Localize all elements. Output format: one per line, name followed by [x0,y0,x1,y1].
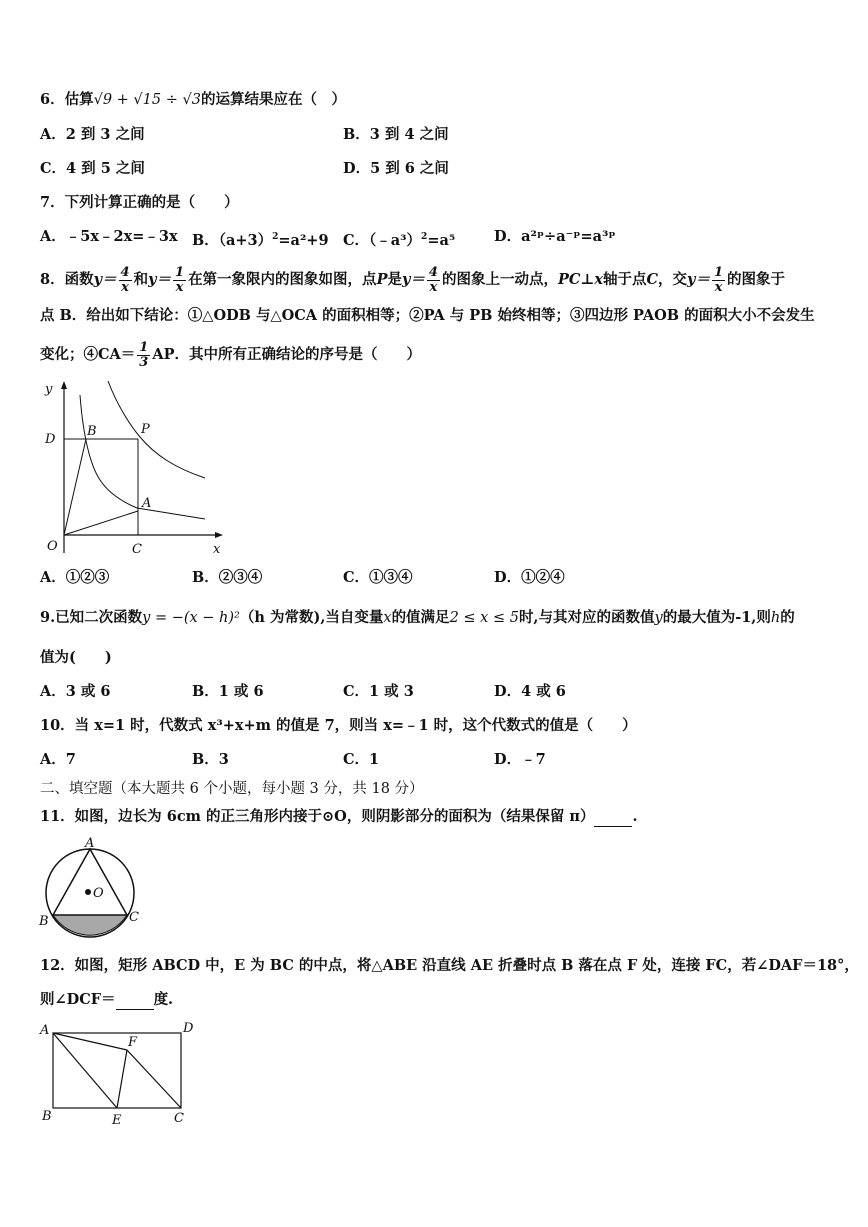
q6-option-d: D．5 到 6 之间 [343,160,449,177]
q10-option-b: B．3 [192,751,229,768]
q10-option-c: C．1 [343,751,380,768]
q12-label-e: E [112,1113,122,1128]
q8-pc-perp: PC⊥x [557,271,603,288]
q12-text: 度. [153,991,174,1008]
q8-y-label: y＝ [401,271,425,288]
q8-point-c: C [646,271,659,288]
q9-line1 [40,608,795,628]
q9-variable-h: h [770,610,781,626]
q7-stem: 7．下列计算正确的是（ ） [40,194,239,211]
fraction-numerator: 1 [139,339,149,355]
q7-option-b-sup: 2 [272,232,279,242]
q6-option-c: C．4 到 5 之间 [40,160,145,177]
q8-text: AP．其中所有正确结论的序号是（ ） [152,346,421,363]
q8-graph-label-b: B [87,424,97,439]
q8-graph-label-d: D [45,432,56,447]
fraction-numerator: 1 [175,264,185,280]
q11-label-a: A [85,836,95,851]
q6-expression: √9 + √15 ÷ √3 [93,92,201,108]
q8-text: 变化；④CA＝ [40,346,136,363]
q8-option-d: D．①②④ [494,569,565,586]
q9-range: 2 ≤ x ≤ 5 [449,610,519,626]
q11-end: . [632,808,638,825]
q8-fraction-4-over-x [119,266,132,295]
q8-y-label: y＝ [93,271,117,288]
fraction-denominator: x [714,279,723,295]
q8-graph-label-o: O [47,539,58,554]
q8-graph-label-y: y [45,382,53,397]
q8-option-a: A．①②③ [40,569,110,586]
q9-text: 9.已知二次函数 [40,609,143,626]
section-heading-fill-in: 二、填空题（本大题共 6 个小题，每小题 3 分，共 18 分） [40,781,424,797]
q9-option-b: B．1 或 6 [192,683,264,700]
q7-option-c-post: =a⁵ [427,231,456,249]
fraction-denominator: x [175,279,184,295]
q12-label-b: B [42,1109,52,1124]
q8-point-p: P [376,271,388,288]
fraction-numerator: 1 [713,264,723,280]
q8-graph-label-p: P [141,422,150,437]
q8-fraction-1-over-x [173,266,186,295]
q12-text: 则∠DCF＝ [40,991,116,1008]
q8-fraction-1-over-x [712,266,725,295]
q6-stem-post: 的运算结果应在（ ） [200,91,346,108]
q6-option-b: B．3 到 4 之间 [343,126,449,143]
q8-line3 [40,337,421,373]
fraction-denominator: x [429,279,438,295]
q10-option-d: D．﹣7 [494,751,546,768]
fraction-numerator: 4 [428,264,438,280]
q11-circle-figure [35,835,145,945]
q7-option-b-post: =a²+9 [278,231,329,249]
q8-fraction-1-over-3 [137,341,150,370]
q9-text: 的值满足 [391,609,450,626]
q6-stem-pre: 6．估算 [40,91,94,108]
q8-text: ，交 [658,271,688,288]
q11-stem [40,807,638,827]
q10-option-a: A．7 [40,751,76,768]
q12-label-d: D [183,1021,194,1036]
q8-text: 和 [133,271,149,288]
q9-variable-x: x [383,610,392,626]
q9-line2: 值为( ) [40,649,112,666]
q8-text: 的图象于 [727,271,785,288]
q8-option-c: C．①③④ [343,569,413,586]
q8-line2: 点 B．给出如下结论：①△ODB 与△OCA 的面积相等；②PA 与 PB 始终相等；③四边形 PAOB 的面积大小不会发生 [40,307,815,324]
q11-answer-blank[interactable] [594,812,632,827]
q8-y-label: y＝ [148,271,172,288]
q9-text: 的 [780,609,795,626]
q9-text: 的最大值为-1,则 [662,609,771,626]
q11-text: 11．如图，边长为 6cm 的正三角形内接于⊙O，则阴影部分的面积为（结果保留 π） [40,808,595,825]
q8-text: 的图象上一动点， [441,271,558,288]
q8-graph-label-a: A [142,496,152,511]
q12-label-a: A [40,1023,50,1038]
fraction-denominator: 3 [139,354,149,370]
q7-option-c-pre: C．（﹣a³） [343,231,422,249]
q9-text: （h 为常数),当自变量 [239,609,384,626]
q12-answer-blank[interactable] [116,995,154,1010]
q8-text: 在第一象限内的图象如图，点 [188,271,377,288]
q8-line1 [40,262,785,298]
q7-option-c-sup: 2 [421,232,428,242]
q12-label-f: F [128,1035,138,1050]
q8-text: 轴于点 [602,271,647,288]
fraction-numerator: 4 [120,264,130,280]
q6-option-a: A．2 到 3 之间 [40,126,145,143]
q11-label-o: O [93,886,104,901]
q8-text: 8．函数 [40,271,94,288]
q12-rectangle-figure [38,1018,208,1128]
q8-graph-label-c: C [132,542,142,557]
q9-text: 时,与其对应的函数值 [518,609,655,626]
q8-option-b: B．②③④ [192,569,263,586]
q8-graph [35,375,235,565]
q9-function: y = −(x − h)² [142,610,240,626]
q8-y-label: y＝ [687,271,710,288]
q11-label-b: B [39,914,49,929]
q8-graph-label-x: x [213,542,221,557]
q9-option-a: A．3 或 6 [40,683,111,700]
q12-line2 [40,990,173,1010]
q7-option-b [192,227,329,251]
fraction-denominator: x [121,279,129,295]
q9-variable-y: y [654,610,663,626]
q7-option-c [343,227,455,251]
q7-option-d: D．a²ᵖ÷a⁻ᵖ=a³ᵖ [494,228,616,245]
q12-label-c: C [174,1111,184,1126]
q6-stem [40,90,346,110]
q10-stem: 10．当 x=1 时，代数式 x³+x+m 的值是 7，则当 x=﹣1 时，这个代数式的值是（ ） [40,717,637,734]
q8-text: 是 [387,271,402,288]
q11-label-c: C [129,910,139,925]
q7-option-b-pre: B．（a+3） [192,231,273,249]
q7-option-a: A．﹣5x﹣2x=﹣3x [40,228,178,245]
q9-option-d: D．4 或 6 [494,683,566,700]
q12-line1: 12．如图，矩形 ABCD 中，E 为 BC 的中点，将△ABE 沿直线 AE 折叠时点 B 落在点 F 处，连接 FC，若∠DAF＝18°， [40,957,859,974]
q9-option-c: C．1 或 3 [343,683,414,700]
q8-fraction-4-over-x [427,266,440,295]
